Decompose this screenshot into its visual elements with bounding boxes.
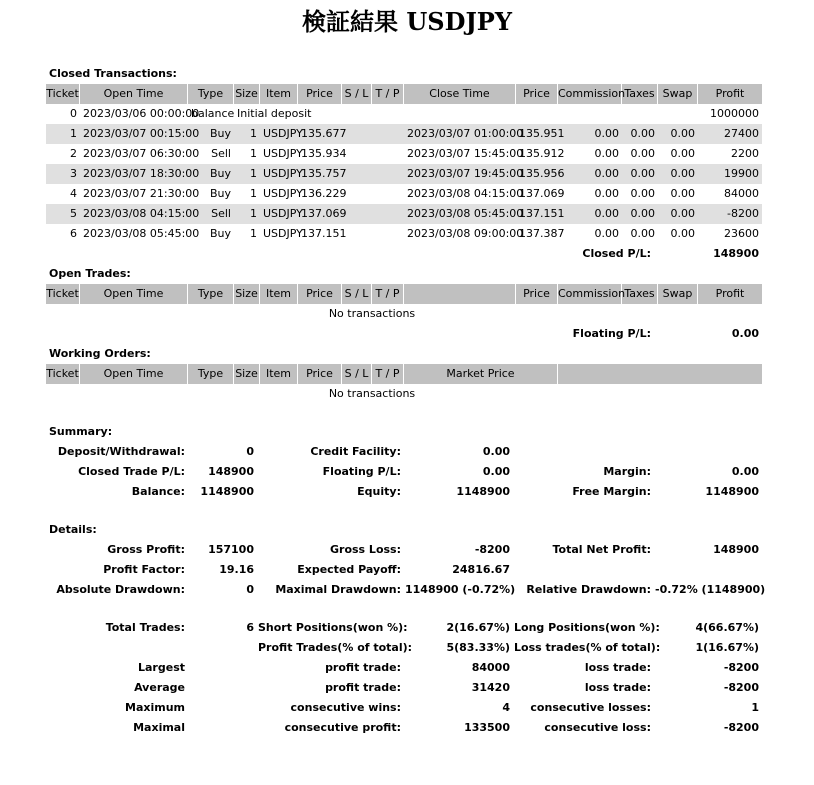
consecutive-wins-value: 4 xyxy=(502,701,510,714)
absolute-drawdown-label: Absolute Drawdown: xyxy=(56,583,185,596)
closed-transactions-cell: USDJPY xyxy=(263,147,303,160)
closed-transactions-cell: 137.151 xyxy=(519,207,565,220)
closed-transactions-row xyxy=(46,164,762,184)
open-trades-column-header: Ticket xyxy=(46,284,80,304)
closed-transactions-cell: 0.00 xyxy=(670,147,695,160)
closed-transactions-cell: 27400 xyxy=(724,127,759,140)
summary-floating-label: Floating P/L: xyxy=(322,465,401,478)
closed-transactions-column-header: T / P xyxy=(372,84,404,104)
closed-transactions-cell: 135.757 xyxy=(301,167,347,180)
equity-label: Equity: xyxy=(357,485,401,498)
consecutive-losses-value: 1 xyxy=(751,701,759,714)
closed-transactions-cell: USDJPY xyxy=(263,127,303,140)
closed-transactions-cell xyxy=(625,104,655,124)
largest-loss-label: loss trade: xyxy=(584,661,651,674)
maximal-label: Maximal xyxy=(133,721,185,734)
closed-transactions-cell: 0.00 xyxy=(594,127,619,140)
working-orders-column-header: Type xyxy=(188,364,234,384)
closed-transactions-cell: 0.00 xyxy=(670,167,695,180)
closed-transactions-cell: 2023/03/06 00:00:00 xyxy=(83,107,200,120)
total-trades-label: Total Trades: xyxy=(105,621,185,634)
closed-transactions-row xyxy=(46,224,762,244)
balance-label: Balance: xyxy=(131,485,185,498)
closed-transactions-cell: 0.00 xyxy=(670,187,695,200)
closed-transactions-cell: 2023/03/07 00:15:00 xyxy=(83,127,200,140)
closed-transactions-cell: 2023/03/08 09:00:00 xyxy=(407,227,524,240)
closed-transactions-header-row xyxy=(46,84,762,104)
closed-transactions-cell: USDJPY xyxy=(263,167,303,180)
closed-transactions-cell: 2023/03/07 19:45:00 xyxy=(407,167,524,180)
closed-transactions-cell: 0.00 xyxy=(630,187,655,200)
gross-profit-value: 157100 xyxy=(208,543,254,556)
open-trades-empty: No transactions xyxy=(328,307,416,320)
closed-transactions-cell: balance xyxy=(191,107,235,120)
closed-transactions-cell: 0.00 xyxy=(670,227,695,240)
consecutive-losses-label: consecutive losses: xyxy=(530,701,651,714)
closed-transactions-row xyxy=(46,124,762,144)
closed-transactions-cell: 0.00 xyxy=(630,207,655,220)
working-orders-heading: Working Orders: xyxy=(49,347,151,360)
closed-trade-pl-value: 148900 xyxy=(208,465,254,478)
closed-transactions-cell xyxy=(345,144,369,164)
closed-transactions-cell: Sell xyxy=(211,207,231,220)
closed-transactions-cell xyxy=(375,104,401,124)
closed-transactions-cell: 2023/03/07 18:30:00 xyxy=(83,167,200,180)
closed-transactions-cell: 0.00 xyxy=(594,167,619,180)
closed-transactions-row xyxy=(46,144,762,164)
open-trades-column-header: Size xyxy=(234,284,260,304)
margin-label: Margin: xyxy=(603,465,651,478)
closed-pl-value: 148900 xyxy=(713,247,759,260)
closed-transactions-column-header: Profit xyxy=(715,87,745,100)
gross-profit-label: Gross Profit: xyxy=(107,543,185,556)
closed-transactions-cell: 2023/03/07 21:30:00 xyxy=(83,187,200,200)
closed-transactions-cell: 2023/03/07 01:00:00 xyxy=(407,127,524,140)
closed-transactions-cell: 2023/03/07 06:30:00 xyxy=(83,147,200,160)
working-orders-column-header: S / L xyxy=(342,364,372,384)
closed-transactions-cell: 135.951 xyxy=(519,127,565,140)
gross-loss-value: -8200 xyxy=(474,543,510,556)
relative-drawdown-label: Relative Drawdown: xyxy=(526,583,651,596)
open-trades-heading: Open Trades: xyxy=(49,267,131,280)
closed-transactions-cell: Sell xyxy=(211,147,231,160)
consecutive-profit-value: 133500 xyxy=(464,721,510,734)
closed-transactions-cell: Initial deposit xyxy=(237,107,312,120)
margin-value: 0.00 xyxy=(731,465,759,478)
working-orders-column-header: Open Time xyxy=(80,364,188,384)
closed-transactions-cell xyxy=(561,104,619,124)
working-orders-column-header: Ticket xyxy=(46,364,80,384)
closed-transactions-cell: 1000000 xyxy=(710,107,759,120)
closed-transactions-cell: 0.00 xyxy=(630,127,655,140)
equity-value: 1148900 xyxy=(456,485,510,498)
credit-value: 0.00 xyxy=(482,445,510,458)
working-orders-column-header: Price xyxy=(298,364,342,384)
closed-transactions-cell: 2023/03/08 05:45:00 xyxy=(407,207,524,220)
working-orders-column-header: Size xyxy=(234,364,260,384)
largest-label: Largest xyxy=(138,661,185,674)
closed-transactions-cell xyxy=(375,144,401,164)
closed-transactions-row xyxy=(46,204,762,224)
closed-transactions-cell: 1 xyxy=(70,127,77,140)
closed-transactions-cell: 0.00 xyxy=(594,227,619,240)
closed-transactions-column-header: Commission xyxy=(558,84,622,104)
closed-transactions-cell: 2200 xyxy=(731,147,759,160)
open-trades-column-header: Open Time xyxy=(80,284,188,304)
working-orders-column-header: Market Price xyxy=(404,364,558,384)
closed-transactions-cell: 137.387 xyxy=(519,227,565,240)
closed-transactions-cell xyxy=(519,104,555,124)
closed-transactions-cell xyxy=(345,164,369,184)
closed-transactions-cell: 137.069 xyxy=(519,187,565,200)
open-trades-column-header: S / L xyxy=(342,284,372,304)
closed-transactions-cell: 3 xyxy=(70,167,77,180)
open-trades-column-header: Type xyxy=(188,284,234,304)
largest-profit-label: profit trade: xyxy=(325,661,401,674)
closed-transactions-cell: 19900 xyxy=(724,167,759,180)
closed-transactions-column-header: Taxes xyxy=(622,84,658,104)
closed-transactions-cell: USDJPY xyxy=(263,187,303,200)
summary-floating-value: 0.00 xyxy=(482,465,510,478)
closed-transactions-column-header: Price xyxy=(298,84,342,104)
closed-transactions-cell: 5 xyxy=(70,207,77,220)
closed-transactions-cell xyxy=(345,124,369,144)
loss-trades-label: Loss trades(% of total): xyxy=(514,641,661,654)
closed-transactions-cell xyxy=(375,224,401,244)
open-trades-column-header: Commission xyxy=(558,284,622,304)
closed-transactions-column-header: Type xyxy=(188,84,234,104)
open-trades-column-header: Price xyxy=(516,284,558,304)
consecutive-loss-value: -8200 xyxy=(723,721,759,734)
closed-transactions-cell: 2023/03/08 05:45:00 xyxy=(83,227,200,240)
closed-transactions-cell: 2 xyxy=(70,147,77,160)
closed-transactions-column-header: Close Time xyxy=(404,84,516,104)
average-profit-value: 31420 xyxy=(471,681,510,694)
total-trades-value: 6 xyxy=(246,621,254,634)
open-trades-column-header: T / P xyxy=(372,284,404,304)
closed-transactions-cell: 0.00 xyxy=(670,207,695,220)
closed-transactions-cell: 0 xyxy=(70,107,77,120)
working-orders-header-row xyxy=(46,364,762,384)
deposit-label: Deposit/Withdrawal: xyxy=(57,445,185,458)
absolute-drawdown-value: 0 xyxy=(246,583,254,596)
closed-transactions-column-header: Item xyxy=(260,84,298,104)
closed-transactions-heading: Closed Transactions: xyxy=(49,67,177,80)
maximal-drawdown-value: 1148900 (-0.72%) xyxy=(405,583,516,596)
relative-drawdown-value: -0.72% (1148900) xyxy=(655,583,766,596)
closed-transactions-cell: 0.00 xyxy=(594,187,619,200)
balance-value: 1148900 xyxy=(200,485,254,498)
maximal-drawdown-label: Maximal Drawdown: xyxy=(275,583,401,596)
long-positions-label: Long Positions(won %): xyxy=(514,621,660,634)
net-profit-label: Total Net Profit: xyxy=(552,543,651,556)
consecutive-loss-label: consecutive loss: xyxy=(544,721,651,734)
closed-transactions-cell: 2023/03/07 15:45:00 xyxy=(407,147,524,160)
summary-heading: Summary: xyxy=(49,425,113,438)
open-trades-column-header xyxy=(404,284,516,304)
closed-transactions-column-header: Ticket xyxy=(46,84,80,104)
closed-transactions-cell: 0.00 xyxy=(594,207,619,220)
closed-transactions-cell: 2023/03/08 04:15:00 xyxy=(407,187,524,200)
closed-transactions-cell xyxy=(375,184,401,204)
open-trades-column-header: Item xyxy=(260,284,298,304)
closed-transactions-cell xyxy=(345,104,369,124)
consecutive-profit-label: consecutive profit: xyxy=(284,721,401,734)
open-trades-column-header: Profit xyxy=(715,287,745,300)
average-loss-label: loss trade: xyxy=(584,681,651,694)
largest-loss-value: -8200 xyxy=(723,661,759,674)
closed-transactions-cell: USDJPY xyxy=(263,227,303,240)
closed-transactions-cell: 84000 xyxy=(724,187,759,200)
open-trades-column-header: Price xyxy=(298,284,342,304)
working-orders-empty: No transactions xyxy=(328,387,416,400)
short-positions-label: Short Positions(won %): xyxy=(258,621,408,634)
closed-transactions-cell: 135.677 xyxy=(301,127,347,140)
open-trades-column-header: Swap xyxy=(658,284,698,304)
floating-pl-label: Floating P/L: xyxy=(572,327,651,340)
closed-pl-label: Closed P/L: xyxy=(582,247,651,260)
page-title: 検証結果 USDJPY xyxy=(302,7,512,36)
closed-transactions-cell: 135.956 xyxy=(519,167,565,180)
closed-transactions-cell xyxy=(345,204,369,224)
closed-transactions-cell: 135.912 xyxy=(519,147,565,160)
profit-factor-label: Profit Factor: xyxy=(103,563,185,576)
closed-transactions-cell: 137.069 xyxy=(301,207,347,220)
closed-transactions-cell: 1 xyxy=(250,147,257,160)
open-trades-column-header: Taxes xyxy=(622,284,658,304)
closed-transactions-cell: 2023/03/08 04:15:00 xyxy=(83,207,200,220)
closed-transactions-cell xyxy=(345,224,369,244)
credit-label: Credit Facility: xyxy=(310,445,401,458)
average-label: Average xyxy=(134,681,185,694)
closed-transactions-cell: 6 xyxy=(70,227,77,240)
open-trades-header-row xyxy=(46,284,762,304)
expected-payoff-label: Expected Payoff: xyxy=(297,563,401,576)
short-positions-value: 2(16.67%) xyxy=(446,621,510,634)
consecutive-wins-label: consecutive wins: xyxy=(290,701,401,714)
working-orders-column-header: Item xyxy=(260,364,298,384)
average-profit-label: profit trade: xyxy=(325,681,401,694)
closed-transactions-cell: 23600 xyxy=(724,227,759,240)
closed-transactions-cell xyxy=(661,104,695,124)
closed-transactions-cell: 135.934 xyxy=(301,147,347,160)
profit-factor-value: 19.16 xyxy=(219,563,254,576)
closed-transactions-cell: -8200 xyxy=(727,207,759,220)
floating-pl-value: 0.00 xyxy=(731,327,759,340)
closed-transactions-cell: Buy xyxy=(209,167,231,180)
closed-transactions-cell: 0.00 xyxy=(630,147,655,160)
closed-transactions-cell: Buy xyxy=(209,127,231,140)
closed-transactions-row xyxy=(46,104,762,124)
profit-trades-label: Profit Trades(% of total): xyxy=(258,641,413,654)
closed-transactions-cell: 0.00 xyxy=(670,127,695,140)
closed-transactions-row xyxy=(46,184,762,204)
closed-transactions-cell: 4 xyxy=(70,187,77,200)
closed-transactions-cell: 136.229 xyxy=(301,187,347,200)
closed-transactions-column-header: Swap xyxy=(658,84,698,104)
closed-transactions-cell: 1 xyxy=(250,127,257,140)
closed-transactions-cell: 0.00 xyxy=(594,147,619,160)
closed-transactions-cell: Buy xyxy=(209,227,231,240)
closed-transactions-cell: 137.151 xyxy=(301,227,347,240)
closed-transactions-column-header: Price xyxy=(516,84,558,104)
gross-loss-label: Gross Loss: xyxy=(330,543,401,556)
closed-transactions-cell: 1 xyxy=(250,187,257,200)
closed-transactions-cell xyxy=(375,164,401,184)
average-loss-value: -8200 xyxy=(723,681,759,694)
closed-transactions-cell: 0.00 xyxy=(630,227,655,240)
closed-transactions-cell: 1 xyxy=(250,207,257,220)
net-profit-value: 148900 xyxy=(713,543,759,556)
free-margin-value: 1148900 xyxy=(705,485,759,498)
expected-payoff-value: 24816.67 xyxy=(452,563,510,576)
details-heading: Details: xyxy=(49,523,97,536)
closed-transactions-column-header: Size xyxy=(234,84,260,104)
closed-transactions-cell xyxy=(375,124,401,144)
working-orders-column-header: T / P xyxy=(372,364,404,384)
largest-profit-value: 84000 xyxy=(471,661,510,674)
closed-transactions-cell xyxy=(263,104,295,124)
closed-trade-pl-label: Closed Trade P/L: xyxy=(78,465,185,478)
closed-transactions-cell: 1 xyxy=(250,227,257,240)
long-positions-value: 4(66.67%) xyxy=(695,621,759,634)
free-margin-label: Free Margin: xyxy=(572,485,651,498)
closed-transactions-column-header: Open Time xyxy=(80,84,188,104)
closed-transactions-cell: USDJPY xyxy=(263,207,303,220)
maximum-label: Maximum xyxy=(125,701,185,714)
working-orders-column-header xyxy=(558,364,762,384)
profit-trades-value: 5(83.33%) xyxy=(446,641,510,654)
loss-trades-value: 1(16.67%) xyxy=(695,641,759,654)
closed-transactions-cell: Buy xyxy=(209,187,231,200)
closed-transactions-cell: 0.00 xyxy=(630,167,655,180)
closed-transactions-cell xyxy=(345,184,369,204)
closed-transactions-column-header: S / L xyxy=(342,84,372,104)
closed-transactions-cell xyxy=(407,104,513,124)
deposit-value: 0 xyxy=(246,445,254,458)
closed-transactions-cell xyxy=(301,104,339,124)
closed-transactions-cell xyxy=(375,204,401,224)
closed-transactions-cell: 1 xyxy=(250,167,257,180)
